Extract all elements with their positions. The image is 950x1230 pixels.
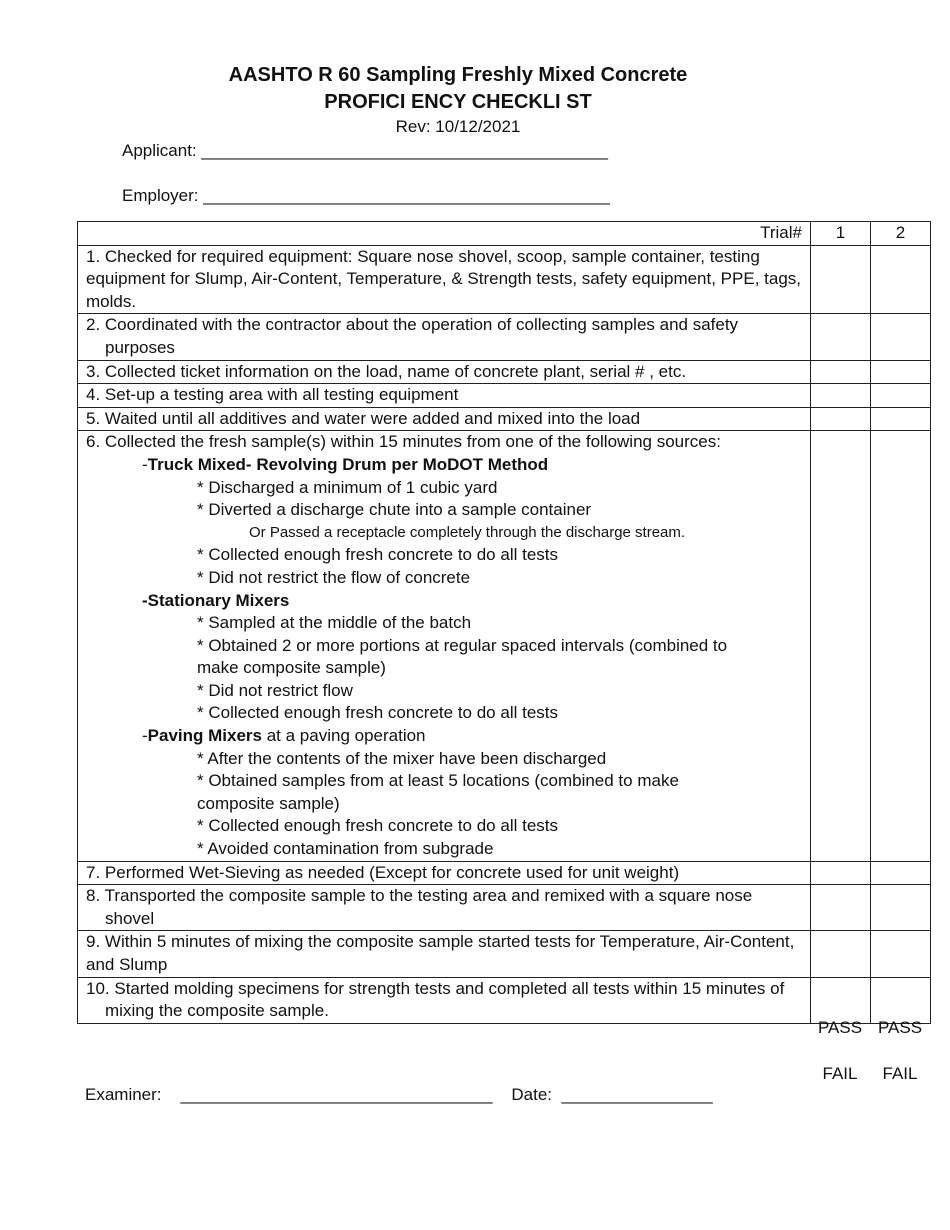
table-row bbox=[78, 384, 931, 408]
item-10-trial-2-cell[interactable] bbox=[871, 977, 931, 1023]
applicant-blank[interactable]: ___________________________________________ bbox=[201, 141, 608, 160]
table-row bbox=[78, 931, 931, 977]
table-row bbox=[78, 407, 931, 431]
paving-step-c: * Collected enough fresh concrete to do all tests bbox=[197, 816, 558, 836]
document-title: AASHTO R 60 Sampling Freshly Mixed Concrete bbox=[228, 64, 688, 86]
truck-step-a: * Discharged a minimum of 1 cubic yard bbox=[197, 477, 498, 497]
item-1-trial-1-cell[interactable] bbox=[811, 245, 871, 314]
item-2-trial-1-cell[interactable] bbox=[811, 314, 871, 360]
stationary-step-d: * Collected enough fresh concrete to do all tests bbox=[197, 703, 558, 723]
stationary-step-b bbox=[86, 635, 802, 680]
applicant-field[interactable] bbox=[122, 141, 608, 161]
table-row bbox=[78, 885, 931, 931]
date-label: Date: bbox=[511, 1085, 552, 1104]
item-9-trial-2-cell[interactable] bbox=[871, 931, 931, 977]
item-5-trial-1-cell[interactable] bbox=[811, 407, 871, 431]
truck-step-d: * Did not restrict the flow of concrete bbox=[197, 567, 471, 587]
item-6-intro: 6. Collected the fresh sample(s) within 15 minutes from one of the following sources: bbox=[86, 432, 721, 452]
signature-footer bbox=[85, 1085, 713, 1105]
item-5-text: 5. Waited until all additives and water were added and mixed into the load bbox=[78, 407, 811, 431]
item-1-trial-2-cell[interactable] bbox=[871, 245, 931, 314]
dash: - bbox=[142, 726, 148, 746]
table-row bbox=[78, 245, 931, 314]
truck-mixed-heading bbox=[86, 454, 802, 477]
truck-step-b: * Diverted a discharge chute into a sample container bbox=[197, 500, 592, 520]
paving-step-b-line1: * Obtained samples from at least 5 locations (combined to make bbox=[197, 771, 679, 791]
stationary-mixers-heading: -Stationary Mixers bbox=[142, 590, 290, 610]
table-row bbox=[78, 431, 931, 861]
table-row bbox=[78, 314, 931, 360]
checklist-table bbox=[77, 221, 931, 1024]
trial-header-row bbox=[78, 222, 931, 246]
stationary-step-b-line1: * Obtained 2 or more portions at regular spaced intervals (combined to bbox=[197, 635, 728, 655]
trial-2-header: 2 bbox=[871, 222, 931, 246]
paving-mixers-tail: at a paving operation bbox=[262, 726, 426, 746]
table-row bbox=[78, 977, 931, 1023]
item-4-trial-1-cell[interactable] bbox=[811, 384, 871, 408]
trial-label: Trial# bbox=[78, 222, 811, 246]
document-subtitle: PROFICI ENCY CHECKLI ST bbox=[324, 91, 592, 113]
dash: - bbox=[142, 454, 148, 474]
item-6-trial-1-cell[interactable] bbox=[811, 431, 871, 861]
item-6-cell bbox=[78, 431, 811, 861]
item-5-trial-2-cell[interactable] bbox=[871, 407, 931, 431]
revision-date: Rev: 10/12/2021 bbox=[395, 117, 521, 136]
truck-mixed-label: Truck Mixed- Revolving Drum per MoDOT Method bbox=[147, 454, 549, 474]
paving-mixers-label: Paving Mixers bbox=[147, 726, 262, 746]
paving-mixers-heading bbox=[86, 725, 802, 748]
item-7-text: 7. Performed Wet-Sieving as needed (Except for concrete used for unit weight) bbox=[78, 861, 811, 885]
examiner-blank[interactable]: _________________________________ bbox=[180, 1085, 493, 1104]
item-6-trial-2-cell[interactable] bbox=[871, 431, 931, 861]
trial-2-pass[interactable]: PASS bbox=[877, 1018, 923, 1037]
item-3-text: 3. Collected ticket information on the load, name of concrete plant, serial # , etc. bbox=[78, 360, 811, 384]
table-row bbox=[78, 861, 931, 885]
item-1-text: 1. Checked for required equipment: Square nose shovel, scoop, sample container, testing equipment for Slump, Air-Content, Temperature, & Strength tests, safety equipment, PPE, tags, molds. bbox=[78, 245, 811, 314]
item-7-trial-2-cell[interactable] bbox=[871, 861, 931, 885]
date-blank[interactable]: ________________ bbox=[561, 1085, 713, 1104]
truck-step-b-alt: Or Passed a receptacle completely through the discharge stream. bbox=[249, 523, 686, 541]
trial-1-pass[interactable]: PASS bbox=[817, 1018, 863, 1037]
item-7-trial-1-cell[interactable] bbox=[811, 861, 871, 885]
trial-1-header: 1 bbox=[811, 222, 871, 246]
item-8-trial-1-cell[interactable] bbox=[811, 885, 871, 931]
item-2-trial-2-cell[interactable] bbox=[871, 314, 931, 360]
employer-blank[interactable]: ___________________________________________ bbox=[203, 186, 610, 205]
item-9-text: 9. Within 5 minutes of mixing the composite sample started tests for Temperature, Air-Content, and Slump bbox=[78, 931, 811, 977]
stationary-step-b-line2: make composite sample) bbox=[197, 658, 386, 678]
employer-label: Employer: bbox=[122, 186, 199, 205]
paving-step-a: * After the contents of the mixer have been discharged bbox=[197, 748, 607, 768]
item-10-trial-1-cell[interactable] bbox=[811, 977, 871, 1023]
paving-step-b bbox=[86, 770, 802, 815]
item-4-text: 4. Set-up a testing area with all testing equipment bbox=[78, 384, 811, 408]
stationary-step-c: * Did not restrict flow bbox=[197, 680, 353, 700]
applicant-label: Applicant: bbox=[122, 141, 197, 160]
paving-step-b-line2: composite sample) bbox=[197, 793, 340, 813]
paving-step-d: * Avoided contamination from subgrade bbox=[197, 839, 494, 859]
employer-field[interactable] bbox=[122, 186, 610, 206]
item-10-text: 10. Started molding specimens for strength tests and completed all tests within 15 minutes of mixing the composite sample. bbox=[78, 977, 811, 1023]
truck-step-c: * Collected enough fresh concrete to do all tests bbox=[197, 545, 558, 565]
table-row bbox=[78, 360, 931, 384]
stationary-step-a: * Sampled at the middle of the batch bbox=[197, 613, 472, 633]
item-3-trial-1-cell[interactable] bbox=[811, 360, 871, 384]
examiner-label: Examiner: bbox=[85, 1085, 162, 1104]
trial-1-fail[interactable]: FAIL bbox=[822, 1064, 858, 1083]
item-2-text: 2. Coordinated with the contractor about the operation of collecting samples and safety purposes bbox=[78, 314, 811, 360]
item-3-trial-2-cell[interactable] bbox=[871, 360, 931, 384]
item-8-trial-2-cell[interactable] bbox=[871, 885, 931, 931]
item-8-text: 8. Transported the composite sample to the testing area and remixed with a square nose shovel bbox=[78, 885, 811, 931]
item-4-trial-2-cell[interactable] bbox=[871, 384, 931, 408]
trial-2-fail[interactable]: FAIL bbox=[882, 1064, 918, 1083]
item-9-trial-1-cell[interactable] bbox=[811, 931, 871, 977]
